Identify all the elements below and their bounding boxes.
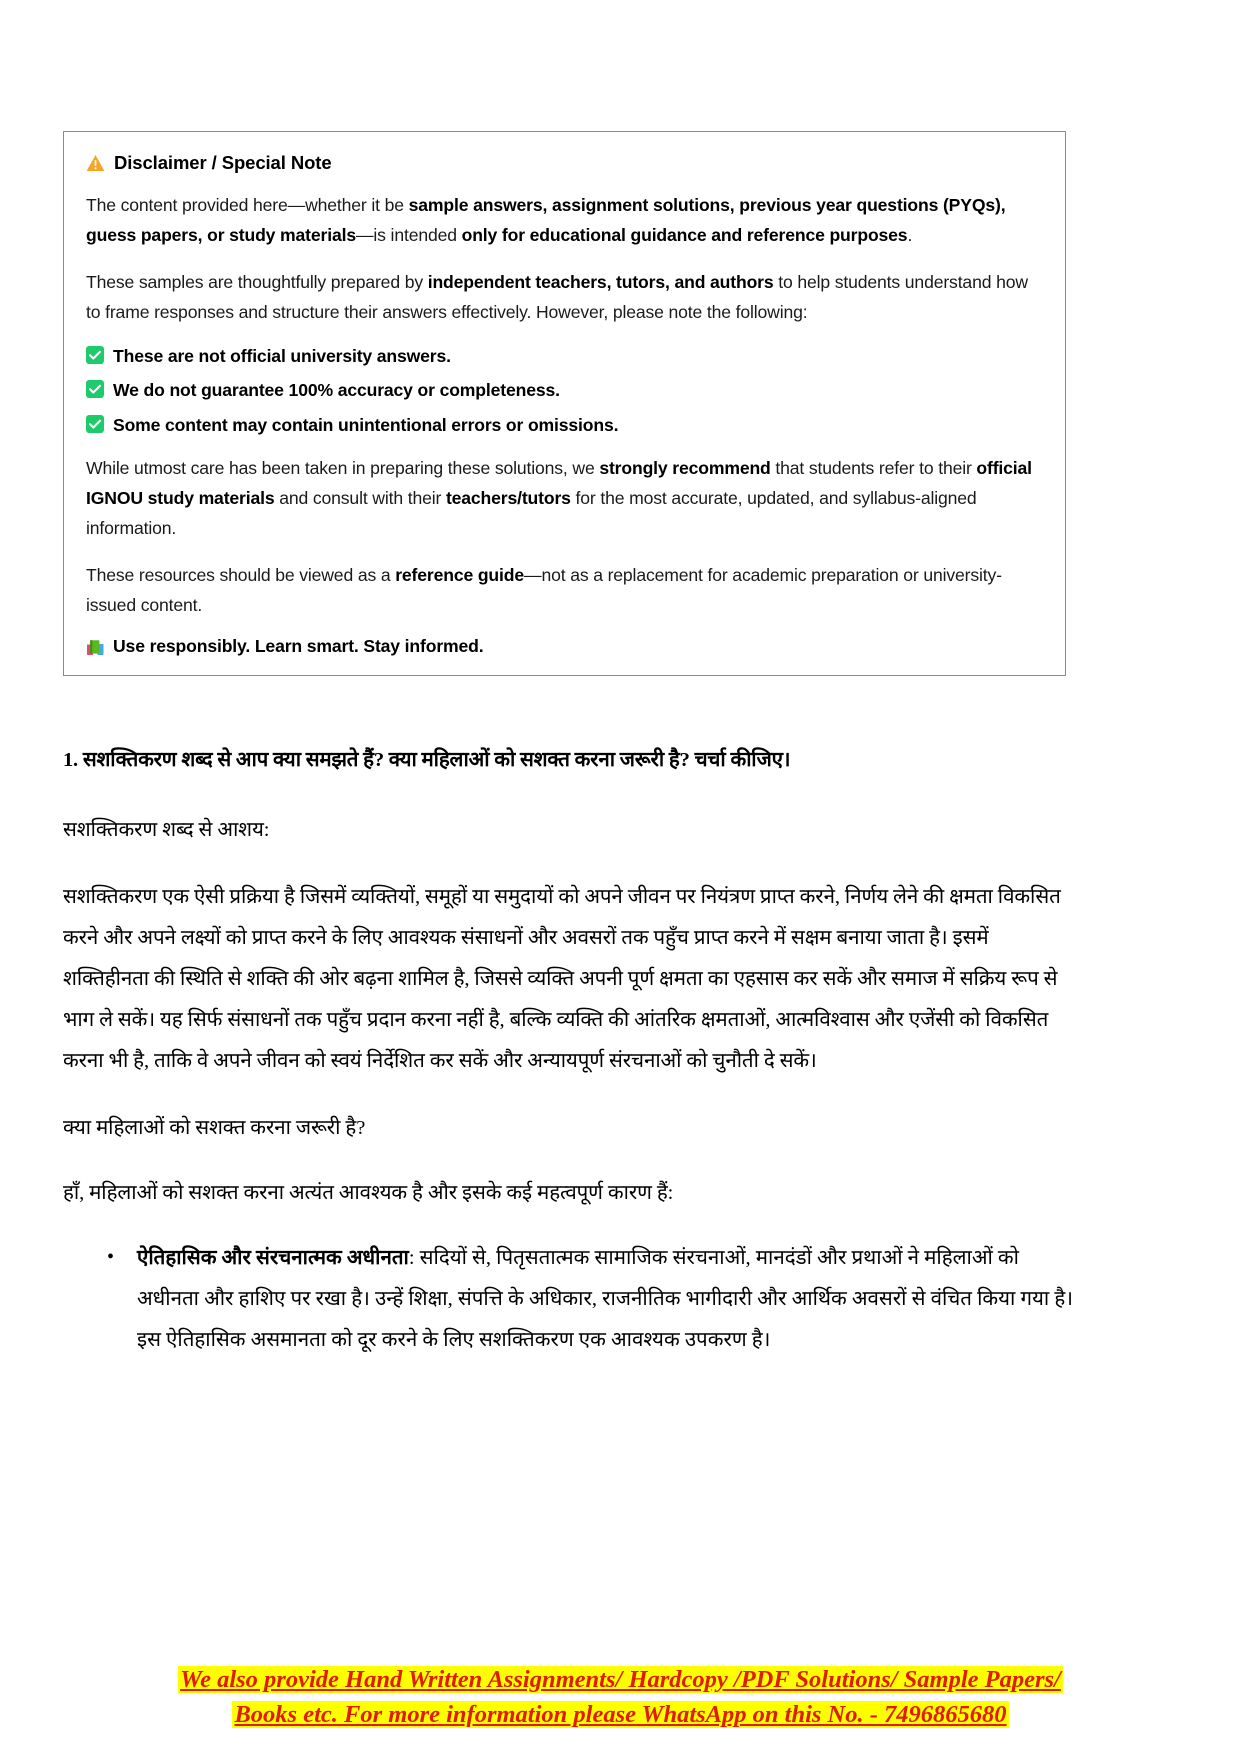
checklist-item <box>86 412 1043 439</box>
p4-bold-1: reference guide <box>395 564 524 585</box>
green-check-icon <box>86 380 104 398</box>
checklist-item <box>86 343 1043 370</box>
answer-sub-question: क्या महिलाओं को सशक्त करना जरूरी है? <box>63 1116 366 1139</box>
checklist-item-label: We do not guarantee 100% accuracy or completeness. <box>113 380 560 401</box>
final-note-label: Use responsibly. Learn smart. Stay informed. <box>113 636 484 657</box>
p2-part-a: These samples are thoughtfully prepared by <box>86 271 428 292</box>
reasons-bullet-list <box>63 1238 1075 1361</box>
answer-main-paragraph: सशक्तिकरण एक ऐसी प्रक्रिया है जिसमें व्यक्तियों, समूहों या समुदायों को अपने जीवन पर नियंत्रण प्राप्त करने, निर्णय लेने की क्षमता विकसित करने और अपने लक्ष्यों को प्राप्त करने के लिए आवश्यक संसाधनों और अवसरों तक पहुँच प्राप्त करने में सक्षम बनाया जाता है। इसमें शक्तिहीनता की स्थिति से शक्ति की ओर बढ़ना शामिल है, जिससे व्यक्ति अपनी पूर्ण क्षमता का एहसास कर सकें और समाज में सक्रिय रूप से भाग ले सकें। यह सिर्फ संसाधनों तक पहुँच प्रदान करना नहीं है, बल्कि व्यक्ति की आंतरिक क्षमताओं, आत्मविश्वास और एजेंसी को विकसित करना भी है, ताकि वे अपने जीवन को स्वयं निर्देशित कर सकें और अन्यायपूर्ण संरचनाओं को चुनौती दे सकें। <box>63 885 1061 1072</box>
p1-part-a: The content provided here—whether it be <box>86 195 409 215</box>
p1-bold-2: only for educational guidance and reference purposes <box>461 225 908 246</box>
p3-bold-2: official IGNOU study materials <box>86 457 1032 509</box>
list-item <box>107 1238 1075 1361</box>
promo-line-2: Books etc. For more information please WhatsApp on this No. - 7496865680 <box>234 1701 1007 1729</box>
promo-line-1-wrapper <box>0 1663 1241 1698</box>
p2-part-c: to help students understand how to frame responses and structure their answers effectively. However, please note the following: <box>86 271 1028 322</box>
p4-part-a: These resources should be viewed as a <box>86 564 396 585</box>
answer-subheading: सशक्तिकरण शब्द से आशय: <box>63 818 270 841</box>
bullet-bold-label: ऐतिहासिक और संरचनात्मक अधीनता <box>137 1246 409 1269</box>
p3-part-d: and consult with their <box>274 488 446 509</box>
checklist-item <box>86 377 1043 404</box>
promo-footer-banner <box>0 1663 1241 1733</box>
p3-part-c: that students refer to their <box>770 457 977 478</box>
answer-content <box>63 745 1075 1361</box>
disclaimer-title-text: Disclaimer / Special Note <box>114 152 332 173</box>
disclaimer-paragraph-2 <box>86 267 1043 328</box>
p1-part-c: —is intended <box>355 225 462 246</box>
disclaimer-checklist <box>86 343 1043 439</box>
disclaimer-box <box>63 131 1066 676</box>
answer-intro: हाँ, महिलाओं को सशक्त करना अत्यंत आवश्यक है और इसके कई महत्वपूर्ण कारण हैं: <box>63 1181 674 1204</box>
p3-part-e: for the most accurate, updated, and syllabus-aligned information. <box>86 488 977 539</box>
p1-bold-1: sample answers, assignment solutions, previous year questions (PYQs), guess papers, or study materials <box>86 195 1006 246</box>
p3-bold-1: strongly recommend <box>599 457 771 478</box>
p3-bold-3: teachers/tutors <box>445 488 571 509</box>
warning-triangle-icon <box>86 154 105 172</box>
p4-part-c: —not as a replacement for academic preparation or university-issued content. <box>86 564 1002 615</box>
bullet-text: : सदियों से, पितृसतात्मक सामाजिक संरचनाओं, मानदंडों और प्रथाओं ने महिलाओं को अधीनता और हाशिए पर रखा है। उन्हें शिक्षा, संपत्ति के अधिकार, राजनीतिक भागीदारी और आर्थिक अवसरों से वंचित किया गया है। इस ऐतिहासिक असमानता को दूर करने के लिए सशक्तिकरण एक आवश्यक उपकरण है। <box>137 1246 1074 1351</box>
checklist-item-label: These are not official university answers. <box>113 346 451 366</box>
question-heading: 1. सशक्तिकरण शब्द से आप क्या समझते हैं? क्या महिलाओं को सशक्त करना जरूरी है? चर्चा कीजिए। <box>63 749 791 771</box>
promo-line-2-wrapper <box>0 1698 1241 1733</box>
checklist-item-label: Some content may contain unintentional errors or omissions. <box>113 414 619 435</box>
promo-line-1: We also provide Hand Written Assignments/ Hardcopy /PDF Solutions/ Sample Papers/ <box>180 1666 1061 1694</box>
disclaimer-paragraph-4 <box>86 560 1043 621</box>
green-check-icon <box>86 346 104 364</box>
p1-part-d: . <box>907 225 913 246</box>
disclaimer-paragraph-3 <box>86 453 1043 544</box>
p2-bold-1: independent teachers, tutors, and authors <box>427 271 774 292</box>
books-icon <box>86 637 105 656</box>
disclaimer-title-row <box>86 152 1043 174</box>
disclaimer-final-note <box>86 636 1043 657</box>
disclaimer-paragraph-1 <box>86 190 1043 251</box>
p3-part-a: While utmost care has been taken in preparing these solutions, we <box>86 457 600 478</box>
green-check-icon <box>86 415 104 433</box>
